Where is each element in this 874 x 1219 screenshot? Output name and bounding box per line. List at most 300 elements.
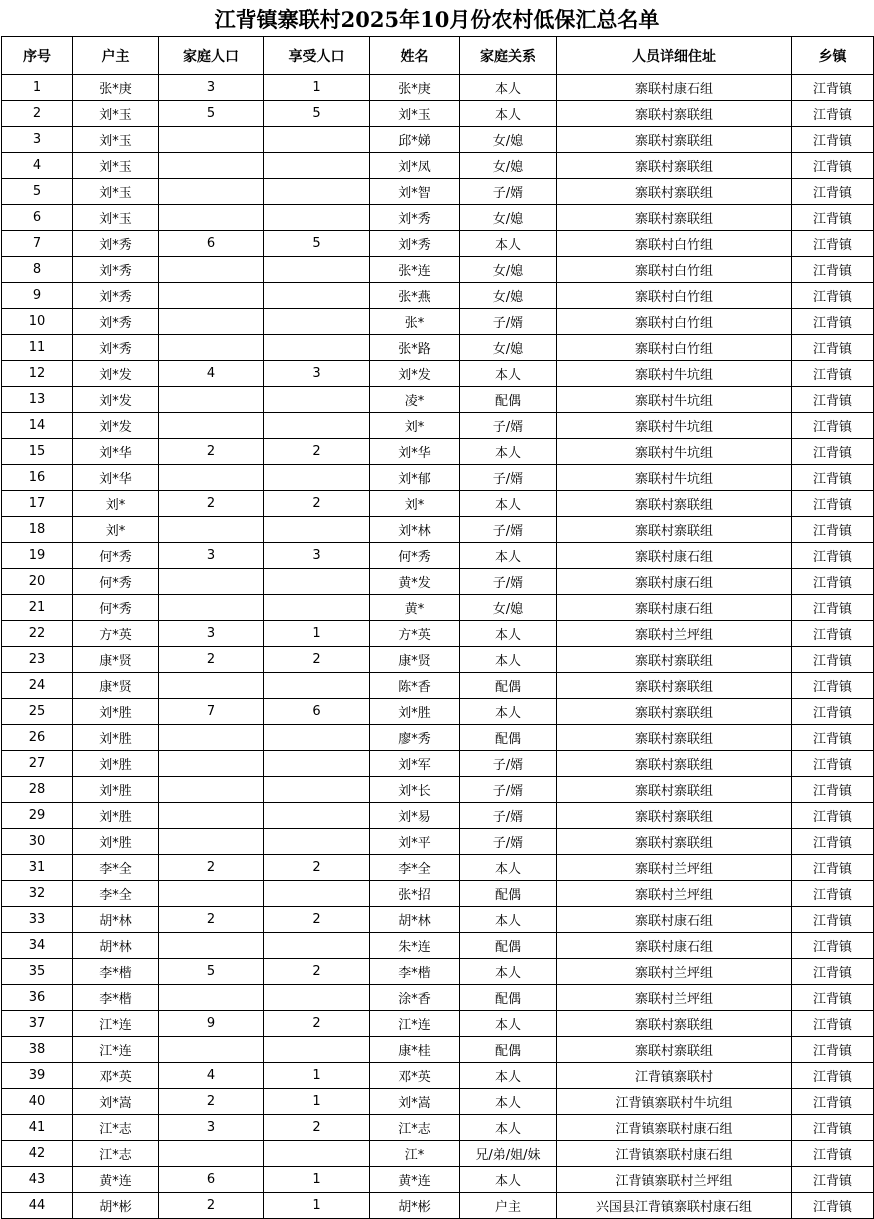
- cell-family-size: [159, 777, 264, 803]
- column-header-seq: 序号: [2, 37, 73, 75]
- cell-seq: 42: [2, 1141, 73, 1167]
- cell-township: 江背镇: [792, 179, 874, 205]
- cell-township: 江背镇: [792, 595, 874, 621]
- cell-householder: 胡*林: [73, 907, 159, 933]
- cell-address: 江背镇寨联村: [557, 1063, 792, 1089]
- cell-benefit-count: [264, 1141, 370, 1167]
- cell-name: 刘*嵩: [370, 1089, 460, 1115]
- cell-seq: 10: [2, 309, 73, 335]
- cell-township: 江背镇: [792, 1193, 874, 1219]
- cell-township: 江背镇: [792, 829, 874, 855]
- cell-township: 江背镇: [792, 569, 874, 595]
- cell-benefit-count: [264, 153, 370, 179]
- document-title: 江背镇寨联村2025年10月份农村低保汇总名单: [214, 7, 660, 32]
- cell-address: 寨联村寨联组: [557, 205, 792, 231]
- cell-relation: 兄/弟/姐/妹: [460, 1141, 557, 1167]
- cell-seq: 24: [2, 673, 73, 699]
- table-row: [2, 1115, 874, 1141]
- cell-address: 寨联村康石组: [557, 543, 792, 569]
- cell-township: 江背镇: [792, 101, 874, 127]
- cell-family-size: 2: [159, 855, 264, 881]
- cell-relation: 配偶: [460, 1037, 557, 1063]
- cell-address: 寨联村牛坑组: [557, 439, 792, 465]
- table-row: [2, 361, 874, 387]
- cell-relation: 子/婿: [460, 309, 557, 335]
- cell-name: 黄*发: [370, 569, 460, 595]
- cell-name: 胡*彬: [370, 1193, 460, 1219]
- cell-township: 江背镇: [792, 283, 874, 309]
- cell-relation: 配偶: [460, 725, 557, 751]
- cell-relation: 女/媳: [460, 335, 557, 361]
- cell-township: 江背镇: [792, 491, 874, 517]
- cell-householder: 方*英: [73, 621, 159, 647]
- cell-relation: 配偶: [460, 387, 557, 413]
- cell-township: 江背镇: [792, 647, 874, 673]
- table-row: [2, 829, 874, 855]
- cell-relation: 子/婿: [460, 517, 557, 543]
- cell-householder: 刘*秀: [73, 309, 159, 335]
- cell-relation: 本人: [460, 439, 557, 465]
- cell-benefit-count: [264, 413, 370, 439]
- table-row: [2, 751, 874, 777]
- cell-address: 寨联村白竹组: [557, 257, 792, 283]
- cell-relation: 子/婿: [460, 777, 557, 803]
- column-header-name: 姓名: [370, 37, 460, 75]
- cell-township: 江背镇: [792, 933, 874, 959]
- cell-householder: 刘*秀: [73, 257, 159, 283]
- cell-township: 江背镇: [792, 985, 874, 1011]
- cell-name: 刘*易: [370, 803, 460, 829]
- table-row: [2, 1167, 874, 1193]
- cell-relation: 本人: [460, 855, 557, 881]
- table-row: [2, 1063, 874, 1089]
- cell-township: 江背镇: [792, 543, 874, 569]
- cell-seq: 31: [2, 855, 73, 881]
- cell-householder: 李*楷: [73, 959, 159, 985]
- cell-family-size: 3: [159, 75, 264, 101]
- cell-benefit-count: 2: [264, 855, 370, 881]
- cell-family-size: [159, 283, 264, 309]
- cell-relation: 子/婿: [460, 413, 557, 439]
- cell-benefit-count: 2: [264, 647, 370, 673]
- cell-householder: 何*秀: [73, 569, 159, 595]
- cell-householder: 刘*秀: [73, 283, 159, 309]
- cell-name: 刘*华: [370, 439, 460, 465]
- cell-family-size: [159, 985, 264, 1011]
- cell-township: 江背镇: [792, 803, 874, 829]
- cell-township: 江背镇: [792, 777, 874, 803]
- cell-name: 张*: [370, 309, 460, 335]
- cell-relation: 本人: [460, 1115, 557, 1141]
- cell-family-size: 4: [159, 361, 264, 387]
- cell-relation: 子/婿: [460, 751, 557, 777]
- cell-householder: 刘*: [73, 491, 159, 517]
- cell-seq: 5: [2, 179, 73, 205]
- table-row: [2, 881, 874, 907]
- cell-address: 寨联村牛坑组: [557, 361, 792, 387]
- cell-seq: 20: [2, 569, 73, 595]
- table-row: [2, 231, 874, 257]
- cell-township: 江背镇: [792, 1115, 874, 1141]
- cell-address: 江背镇寨联村牛坑组: [557, 1089, 792, 1115]
- cell-family-size: [159, 153, 264, 179]
- cell-householder: 江*连: [73, 1011, 159, 1037]
- cell-householder: 刘*华: [73, 439, 159, 465]
- cell-seq: 34: [2, 933, 73, 959]
- cell-address: 寨联村寨联组: [557, 777, 792, 803]
- cell-township: 江背镇: [792, 1063, 874, 1089]
- cell-family-size: [159, 309, 264, 335]
- cell-family-size: [159, 387, 264, 413]
- cell-seq: 26: [2, 725, 73, 751]
- cell-address: 寨联村牛坑组: [557, 387, 792, 413]
- cell-seq: 18: [2, 517, 73, 543]
- cell-family-size: [159, 517, 264, 543]
- cell-benefit-count: 3: [264, 543, 370, 569]
- cell-seq: 15: [2, 439, 73, 465]
- cell-address: 江背镇寨联村兰坪组: [557, 1167, 792, 1193]
- cell-family-size: [159, 257, 264, 283]
- cell-name: 邓*英: [370, 1063, 460, 1089]
- cell-benefit-count: [264, 205, 370, 231]
- cell-family-size: 2: [159, 907, 264, 933]
- cell-address: 寨联村寨联组: [557, 127, 792, 153]
- cell-relation: 女/媳: [460, 127, 557, 153]
- cell-householder: 刘*华: [73, 465, 159, 491]
- cell-seq: 35: [2, 959, 73, 985]
- table-row: [2, 439, 874, 465]
- cell-relation: 本人: [460, 491, 557, 517]
- cell-householder: 刘*玉: [73, 153, 159, 179]
- cell-seq: 7: [2, 231, 73, 257]
- cell-seq: 4: [2, 153, 73, 179]
- cell-family-size: [159, 1141, 264, 1167]
- cell-householder: 刘*玉: [73, 205, 159, 231]
- cell-benefit-count: [264, 179, 370, 205]
- cell-township: 江背镇: [792, 881, 874, 907]
- cell-name: 刘*秀: [370, 231, 460, 257]
- cell-seq: 38: [2, 1037, 73, 1063]
- cell-name: 江*连: [370, 1011, 460, 1037]
- cell-householder: 何*秀: [73, 543, 159, 569]
- cell-relation: 配偶: [460, 673, 557, 699]
- cell-benefit-count: [264, 283, 370, 309]
- cell-seq: 39: [2, 1063, 73, 1089]
- cell-benefit-count: [264, 309, 370, 335]
- header-row: [2, 37, 874, 75]
- cell-relation: 子/婿: [460, 569, 557, 595]
- column-header-benefit-count: 享受人口: [264, 37, 370, 75]
- cell-name: 方*英: [370, 621, 460, 647]
- cell-name: 朱*连: [370, 933, 460, 959]
- table-row: [2, 647, 874, 673]
- cell-householder: 邓*英: [73, 1063, 159, 1089]
- cell-township: 江背镇: [792, 231, 874, 257]
- table-row: [2, 803, 874, 829]
- cell-township: 江背镇: [792, 621, 874, 647]
- cell-benefit-count: [264, 387, 370, 413]
- cell-benefit-count: 2: [264, 491, 370, 517]
- cell-township: 江背镇: [792, 751, 874, 777]
- cell-township: 江背镇: [792, 673, 874, 699]
- cell-relation: 配偶: [460, 881, 557, 907]
- cell-relation: 子/婿: [460, 465, 557, 491]
- cell-township: 江背镇: [792, 361, 874, 387]
- table-body: [2, 75, 874, 1219]
- cell-address: 寨联村寨联组: [557, 751, 792, 777]
- table-row: [2, 959, 874, 985]
- cell-address: 兴国县江背镇寨联村康石组: [557, 1193, 792, 1219]
- cell-seq: 32: [2, 881, 73, 907]
- column-header-township: 乡镇: [792, 37, 874, 75]
- cell-benefit-count: 2: [264, 439, 370, 465]
- cell-householder: 胡*彬: [73, 1193, 159, 1219]
- cell-name: 刘*郁: [370, 465, 460, 491]
- column-header-householder: 户主: [73, 37, 159, 75]
- cell-name: 张*连: [370, 257, 460, 283]
- cell-township: 江背镇: [792, 465, 874, 491]
- cell-name: 刘*智: [370, 179, 460, 205]
- cell-address: 寨联村白竹组: [557, 335, 792, 361]
- cell-householder: 刘*胜: [73, 751, 159, 777]
- cell-seq: 3: [2, 127, 73, 153]
- cell-householder: 刘*秀: [73, 231, 159, 257]
- cell-seq: 14: [2, 413, 73, 439]
- cell-seq: 41: [2, 1115, 73, 1141]
- cell-township: 江背镇: [792, 439, 874, 465]
- cell-address: 寨联村寨联组: [557, 517, 792, 543]
- cell-name: 江*志: [370, 1115, 460, 1141]
- cell-township: 江背镇: [792, 127, 874, 153]
- table-row: [2, 309, 874, 335]
- cell-benefit-count: 3: [264, 361, 370, 387]
- table-row: [2, 257, 874, 283]
- table-row: [2, 725, 874, 751]
- cell-householder: 刘*发: [73, 413, 159, 439]
- table-row: [2, 907, 874, 933]
- cell-seq: 11: [2, 335, 73, 361]
- cell-family-size: [159, 673, 264, 699]
- cell-family-size: [159, 881, 264, 907]
- cell-relation: 本人: [460, 647, 557, 673]
- cell-address: 寨联村寨联组: [557, 647, 792, 673]
- cell-seq: 17: [2, 491, 73, 517]
- cell-address: 寨联村白竹组: [557, 309, 792, 335]
- table-row: [2, 179, 874, 205]
- table-row: [2, 517, 874, 543]
- cell-relation: 女/媳: [460, 153, 557, 179]
- cell-family-size: 9: [159, 1011, 264, 1037]
- roster-table: [1, 36, 874, 1219]
- cell-name: 刘*军: [370, 751, 460, 777]
- cell-benefit-count: [264, 127, 370, 153]
- cell-benefit-count: [264, 335, 370, 361]
- table-row: [2, 1037, 874, 1063]
- cell-name: 刘*胜: [370, 699, 460, 725]
- table-row: [2, 491, 874, 517]
- cell-benefit-count: [264, 595, 370, 621]
- cell-relation: 本人: [460, 1167, 557, 1193]
- table-row: [2, 465, 874, 491]
- cell-address: 寨联村寨联组: [557, 491, 792, 517]
- cell-family-size: 6: [159, 231, 264, 257]
- cell-township: 江背镇: [792, 1141, 874, 1167]
- table-row: [2, 699, 874, 725]
- cell-householder: 刘*胜: [73, 725, 159, 751]
- cell-address: 寨联村兰坪组: [557, 855, 792, 881]
- cell-address: 寨联村寨联组: [557, 1011, 792, 1037]
- cell-householder: 刘*胜: [73, 777, 159, 803]
- cell-householder: 刘*胜: [73, 803, 159, 829]
- cell-householder: 康*贤: [73, 647, 159, 673]
- cell-seq: 2: [2, 101, 73, 127]
- cell-township: 江背镇: [792, 699, 874, 725]
- cell-name: 刘*长: [370, 777, 460, 803]
- cell-householder: 刘*秀: [73, 335, 159, 361]
- cell-address: 寨联村白竹组: [557, 231, 792, 257]
- table-row: [2, 673, 874, 699]
- cell-address: 寨联村兰坪组: [557, 621, 792, 647]
- cell-township: 江背镇: [792, 413, 874, 439]
- table-row: [2, 153, 874, 179]
- cell-benefit-count: [264, 569, 370, 595]
- cell-householder: 刘*胜: [73, 699, 159, 725]
- table-row: [2, 283, 874, 309]
- table-row: [2, 1141, 874, 1167]
- cell-name: 黄*: [370, 595, 460, 621]
- cell-benefit-count: 1: [264, 1063, 370, 1089]
- table-row: [2, 387, 874, 413]
- cell-township: 江背镇: [792, 1011, 874, 1037]
- cell-seq: 22: [2, 621, 73, 647]
- cell-seq: 1: [2, 75, 73, 101]
- table-row: [2, 1193, 874, 1219]
- cell-address: 寨联村牛坑组: [557, 413, 792, 439]
- cell-householder: 江*连: [73, 1037, 159, 1063]
- cell-relation: 女/媳: [460, 283, 557, 309]
- cell-address: 江背镇寨联村康石组: [557, 1115, 792, 1141]
- cell-address: 寨联村康石组: [557, 907, 792, 933]
- column-header-address: 人员详细住址: [557, 37, 792, 75]
- cell-family-size: [159, 127, 264, 153]
- cell-family-size: [159, 725, 264, 751]
- cell-address: 寨联村康石组: [557, 75, 792, 101]
- cell-relation: 本人: [460, 1063, 557, 1089]
- cell-family-size: 2: [159, 491, 264, 517]
- cell-family-size: [159, 751, 264, 777]
- cell-seq: 37: [2, 1011, 73, 1037]
- cell-family-size: 5: [159, 101, 264, 127]
- cell-benefit-count: [264, 829, 370, 855]
- cell-relation: 女/媳: [460, 257, 557, 283]
- cell-benefit-count: [264, 803, 370, 829]
- cell-name: 张*路: [370, 335, 460, 361]
- cell-family-size: [159, 569, 264, 595]
- cell-householder: 张*庚: [73, 75, 159, 101]
- cell-benefit-count: [264, 673, 370, 699]
- cell-seq: 29: [2, 803, 73, 829]
- table-row: [2, 933, 874, 959]
- cell-seq: 25: [2, 699, 73, 725]
- cell-township: 江背镇: [792, 1167, 874, 1193]
- cell-family-size: 3: [159, 543, 264, 569]
- cell-township: 江背镇: [792, 855, 874, 881]
- table-row: [2, 101, 874, 127]
- cell-relation: 本人: [460, 907, 557, 933]
- cell-benefit-count: [264, 881, 370, 907]
- cell-householder: 李*全: [73, 881, 159, 907]
- cell-benefit-count: [264, 777, 370, 803]
- cell-householder: 李*楷: [73, 985, 159, 1011]
- cell-family-size: 2: [159, 1193, 264, 1219]
- cell-township: 江背镇: [792, 153, 874, 179]
- table-row: [2, 335, 874, 361]
- cell-householder: 刘*发: [73, 361, 159, 387]
- cell-address: 寨联村牛坑组: [557, 465, 792, 491]
- cell-name: 何*秀: [370, 543, 460, 569]
- cell-family-size: 2: [159, 439, 264, 465]
- cell-family-size: 2: [159, 647, 264, 673]
- cell-benefit-count: [264, 725, 370, 751]
- cell-name: 李*全: [370, 855, 460, 881]
- cell-name: 刘*发: [370, 361, 460, 387]
- table-row: [2, 595, 874, 621]
- cell-relation: 子/婿: [460, 179, 557, 205]
- cell-benefit-count: 2: [264, 1011, 370, 1037]
- cell-householder: 胡*林: [73, 933, 159, 959]
- cell-seq: 30: [2, 829, 73, 855]
- cell-benefit-count: [264, 985, 370, 1011]
- cell-relation: 本人: [460, 1089, 557, 1115]
- cell-address: 寨联村寨联组: [557, 725, 792, 751]
- cell-name: 刘*秀: [370, 205, 460, 231]
- cell-township: 江背镇: [792, 725, 874, 751]
- cell-benefit-count: [264, 257, 370, 283]
- cell-relation: 本人: [460, 621, 557, 647]
- cell-seq: 44: [2, 1193, 73, 1219]
- cell-seq: 28: [2, 777, 73, 803]
- cell-householder: 黄*连: [73, 1167, 159, 1193]
- cell-address: 寨联村兰坪组: [557, 959, 792, 985]
- cell-seq: 36: [2, 985, 73, 1011]
- table-row: [2, 75, 874, 101]
- cell-benefit-count: 5: [264, 101, 370, 127]
- cell-householder: 李*全: [73, 855, 159, 881]
- cell-seq: 12: [2, 361, 73, 387]
- cell-householder: 刘*嵩: [73, 1089, 159, 1115]
- cell-township: 江背镇: [792, 1037, 874, 1063]
- cell-family-size: [159, 413, 264, 439]
- cell-name: 廖*秀: [370, 725, 460, 751]
- cell-name: 胡*林: [370, 907, 460, 933]
- cell-name: 邱*娣: [370, 127, 460, 153]
- cell-family-size: 3: [159, 1115, 264, 1141]
- cell-benefit-count: [264, 465, 370, 491]
- table-row: [2, 1011, 874, 1037]
- cell-address: 寨联村兰坪组: [557, 881, 792, 907]
- cell-township: 江背镇: [792, 517, 874, 543]
- cell-name: 涂*香: [370, 985, 460, 1011]
- cell-township: 江背镇: [792, 1089, 874, 1115]
- cell-relation: 户主: [460, 1193, 557, 1219]
- cell-relation: 本人: [460, 1011, 557, 1037]
- cell-family-size: [159, 803, 264, 829]
- cell-township: 江背镇: [792, 205, 874, 231]
- cell-householder: 刘*胜: [73, 829, 159, 855]
- cell-relation: 本人: [460, 361, 557, 387]
- cell-benefit-count: 6: [264, 699, 370, 725]
- cell-family-size: [159, 205, 264, 231]
